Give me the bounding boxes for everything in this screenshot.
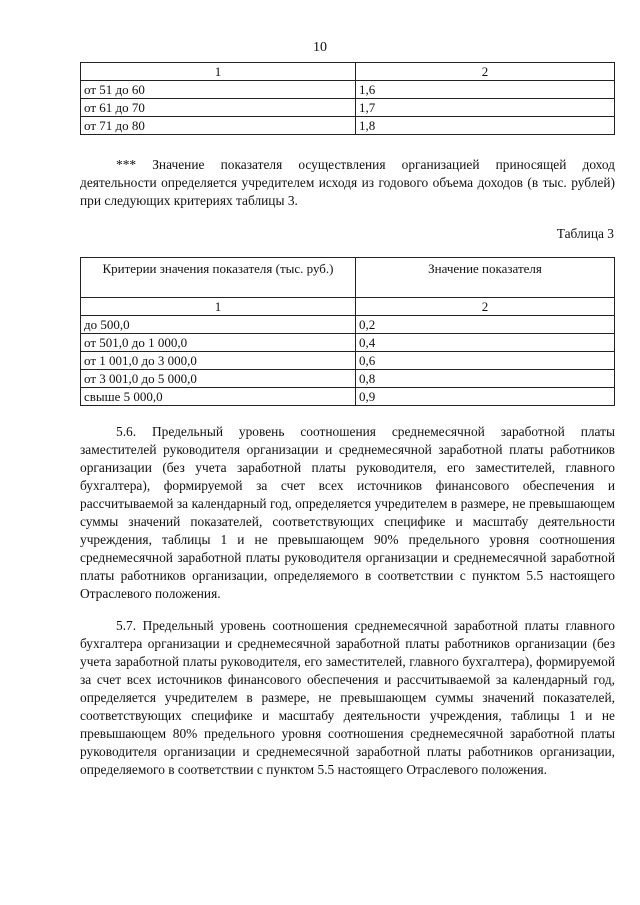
table-row: [81, 81, 615, 99]
criteria-cell: от 51 до 60: [81, 81, 356, 99]
value-cell: 0,2: [356, 316, 615, 334]
value-cell: 1,6: [356, 81, 615, 99]
value-header: Значение показателя: [356, 258, 615, 298]
table-row: [81, 334, 615, 352]
table-row: [81, 352, 615, 370]
criteria-cell: от 1 001,0 до 3 000,0: [81, 352, 356, 370]
paragraph-5-7: 5.7. Предельный уровень соотношения среднемесячной заработной платы главного бухгалтера организации и среднемесячной заработной платы работников организации (без учета заработной платы руководителя, его заместителей, главного бухгалтера), формируемой за счет всех источников финансового обеспечения и рассчитываемой за календарный год, определяется учредителем в размере, не превышающем суммы значений показателей, соответствующих специфике и масштабу деятельности учреждения, таблицы 1 и не превышающем 80% предельного уровня соотношения среднемесячной заработной платы руководителя организации и среднемесячной заработной платы работников организации, определяемого в соответствии с пунктом 5.5 настоящего Отраслевого положения.: [80, 618, 615, 777]
table-row: [81, 316, 615, 334]
criteria-cell: от 501,0 до 1 000,0: [81, 334, 356, 352]
paragraph-5-6: 5.6. Предельный уровень соотношения среднемесячной заработной платы заместителей руководителя организации и среднемесячной заработной платы работников организации (без учета заработной платы руководителя, его заместителей, главного бухгалтера), формируемой за счет всех источников финансового обеспечения и рассчитываемой за календарный год, определяется учредителем в размере, не превышающем суммы значений показателей, соответствующих специфике и масштабу деятельности учреждения, таблицы 1 и не превышающем 90% предельного уровня соотношения среднемесячной заработной платы руководителя организации и среднемесячной заработной платы работников организации, определяемого в соответствии с пунктом 5.5 настоящего Отраслевого положения.: [80, 424, 615, 601]
table-row: [81, 117, 615, 135]
column-number: 1: [81, 63, 356, 81]
value-cell: 0,6: [356, 352, 615, 370]
value-cell: 1,7: [356, 99, 615, 117]
column-number: 1: [81, 298, 356, 316]
criteria-cell: от 3 001,0 до 5 000,0: [81, 370, 356, 388]
footnote-paragraph: *** Значение показателя осуществления организацией приносящей доход деятельности определяется учредителем исходя из годового объема доходов (в тыс. рублей) при следующих критериях таблицы 3.: [80, 157, 615, 208]
value-cell: 1,8: [356, 117, 615, 135]
table-1-continuation: [80, 62, 615, 135]
criteria-cell: от 61 до 70: [81, 99, 356, 117]
table-3: [80, 257, 615, 406]
table-row: [81, 388, 615, 406]
criteria-cell: до 500,0: [81, 316, 356, 334]
page-number: 10: [313, 40, 327, 55]
value-cell: 0,4: [356, 334, 615, 352]
table-row: [81, 99, 615, 117]
table-row: [81, 370, 615, 388]
table-header-row: [81, 258, 615, 298]
criteria-cell: свыше 5 000,0: [81, 388, 356, 406]
table-3-caption: Таблица 3: [556, 226, 614, 241]
column-number: 2: [356, 63, 615, 81]
value-cell: 0,9: [356, 388, 615, 406]
criteria-header: Критерии значения показателя (тыс. руб.): [81, 258, 356, 298]
criteria-cell: от 71 до 80: [81, 117, 356, 135]
table-header-row: [81, 63, 615, 81]
value-cell: 0,8: [356, 370, 615, 388]
table-numbering-row: [81, 298, 615, 316]
column-number: 2: [356, 298, 615, 316]
